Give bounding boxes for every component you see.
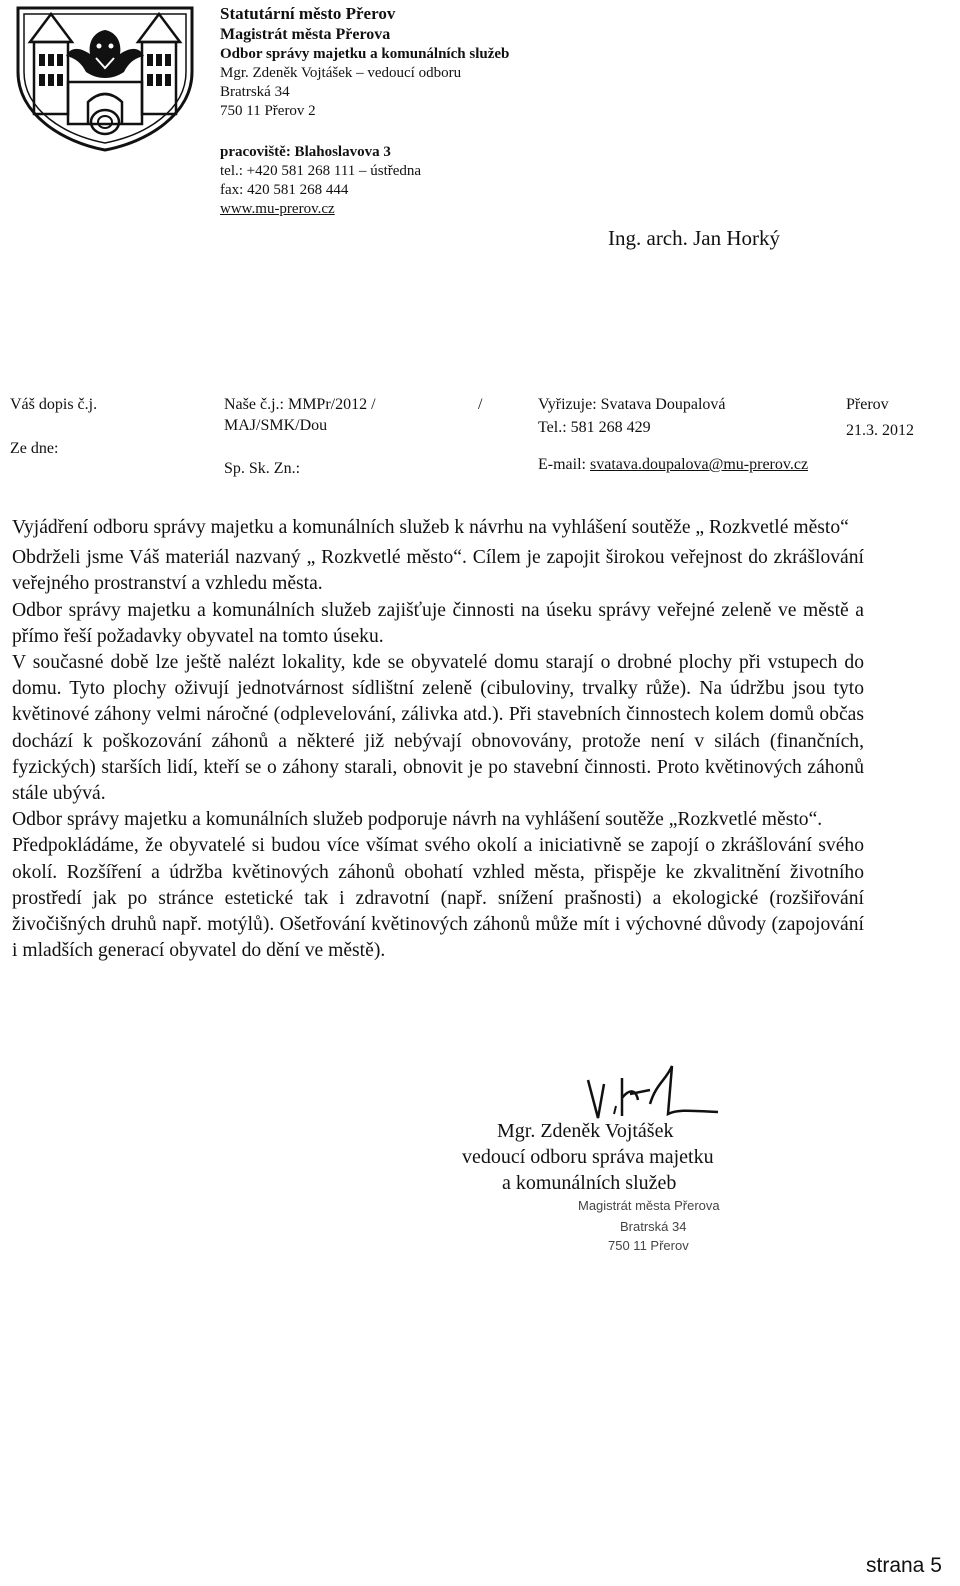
ref-our-number-suffix: MAJ/SMK/Dou — [224, 417, 328, 434]
letterhead-fax: fax: 420 581 268 444 — [220, 182, 349, 198]
letterhead-workplace: pracoviště: Blahoslavova 3 — [220, 144, 391, 160]
handwritten-signature — [572, 1060, 722, 1126]
body-paragraph: Předpokládáme, že obyvatelé si budou více všímat svého okolí a iniciativně se zapojí o zkrášlování svého okolí. Rozšíření a údržba květinových záhonů obohatí vzhled města, přispěje ke zkvalitnění životního prostředí jak po stránce estetické tak i zdravotní (např. snížení prašnosti) a ekologické (rozšiřování živočišných druhů např. motýlů). Ošetřování květinových záhonů může mít i výchovné důvody (zapojování i mladších generací obyvatel do dění ve městě). — [12, 835, 864, 962]
letterhead-street: Bratrská 34 — [220, 84, 290, 100]
letterhead-web-link[interactable]: www.mu-prerov.cz — [220, 201, 335, 217]
ref-date: 21.3. 2012 — [846, 422, 914, 439]
ref-from-date: Ze dne: — [10, 440, 59, 457]
city-crest-icon — [8, 2, 202, 152]
body-paragraph: Odbor správy majetku a komunálních služeb podporuje návrh na vyhlášení soutěže „Rozkvetlé město“. — [12, 809, 823, 831]
signature-title-line-1: vedoucí odboru správa majetku — [462, 1146, 714, 1168]
ref-email-row — [538, 456, 808, 474]
letter-body — [12, 515, 864, 964]
signature-name: Mgr. Zdeněk Vojtášek — [497, 1120, 674, 1142]
ref-email-link[interactable]: svatava.doupalova@mu-prerov.cz — [589, 456, 809, 473]
ref-place: Přerov — [846, 396, 889, 413]
ref-your-letter: Váš dopis č.j. — [10, 396, 98, 413]
recipient: Ing. arch. Jan Horký — [608, 226, 781, 250]
ref-email-label: E-mail: — [538, 456, 590, 473]
page-number: strana 5 — [866, 1554, 942, 1577]
ref-tel: Tel.: 581 268 429 — [538, 419, 651, 436]
ref-our-number: Naše č.j.: MMPr/2012 / — [224, 396, 376, 413]
body-paragraph: Obdrželi jsme Váš materiál nazvaný „ Rozkvetlé město“. Cílem je zapojit širokou veřejnost do zkrášlování veřejného prostranství a vzhledu města. — [12, 547, 864, 595]
signature-title-line-2: a komunálních služeb — [502, 1172, 677, 1194]
letterhead-tel: tel.: +420 581 268 111 – ústředna — [220, 163, 422, 179]
ref-file-mark: Sp. Sk. Zn.: — [224, 460, 301, 477]
body-paragraph: Odbor správy majetku a komunálních služeb zajišťuje činnosti na úseku správy veřejné zeleně ve městě a přímo řeší požadavky obyvatel na tomto úseku. — [12, 599, 864, 647]
ref-slash: / — [478, 396, 483, 413]
body-paragraph-subject: Vyjádření odboru správy majetku a komunálních služeb k návrhu na vyhlášení soutěže „ Rozkvetlé město“ — [12, 517, 849, 538]
letterhead-head: Mgr. Zdeněk Vojtášek – vedoucí odboru — [220, 65, 462, 81]
stamp-office: Magistrát města Přerova — [578, 1198, 720, 1213]
letterhead-office: Magistrát města Přerova — [220, 26, 391, 43]
letterhead-department: Odbor správy majetku a komunálních služeb — [220, 46, 510, 62]
stamp-city: 750 11 Přerov — [608, 1238, 689, 1253]
body-paragraph: V současné době lze ještě nalézt lokality, kde se obyvatelé domu starají o drobné plochy při vstupech do domu. Tyto plochy oživují jednotvárnost sídlištní zeleně (cibuloviny, trvalky růže). Na údržbu jsou tyto květinové záhony velmi náročné (odplevelování, zálivka atd.). Při stavebních činnostech kolem domů občas dochází k poškozování záhonů a některé již nebývají obnovovány, protože není v silách (finančních, fyzických) starších lidí, kteří se o záhony starali, obnovit je po stavební činnosti. Proto květinových záhonů stále ubývá. — [12, 652, 864, 805]
letterhead-zip-city: 750 11 Přerov 2 — [220, 103, 316, 119]
letterhead-city: Statutární město Přerov — [220, 4, 396, 23]
ref-handled-by: Vyřizuje: Svatava Doupalová — [538, 396, 726, 413]
stamp-street: Bratrská 34 — [620, 1219, 687, 1234]
